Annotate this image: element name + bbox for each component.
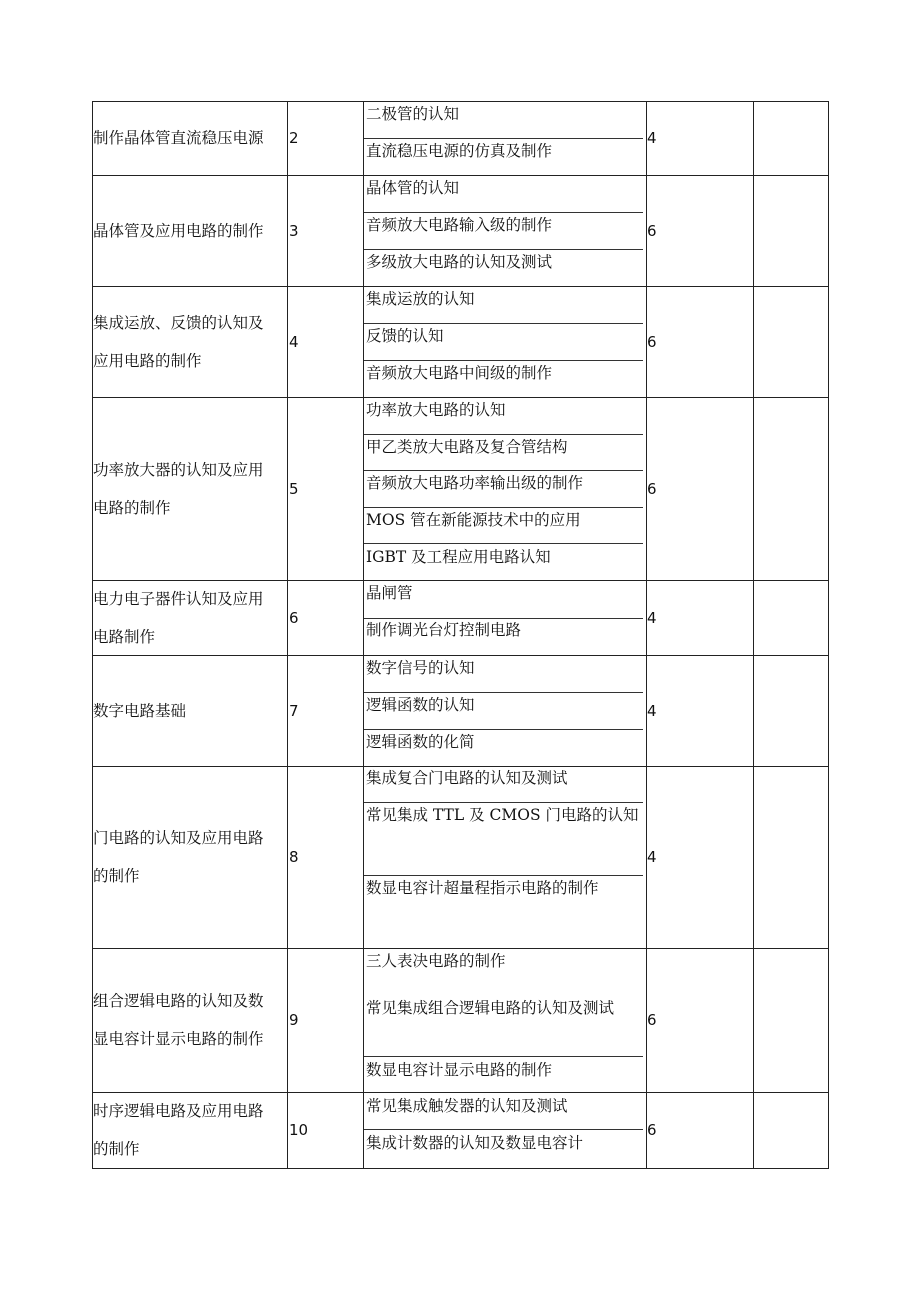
course-name: 数字电路基础 <box>93 701 187 720</box>
course-name: 集成运放、反馈的认知及 <box>93 313 264 332</box>
unit-number: 10 <box>289 1121 309 1139</box>
course-name: 门电路的认知及应用电路 <box>93 829 264 847</box>
topic-divider <box>364 507 643 508</box>
topic-item: 常见集成触发器的认知及测试 <box>366 1097 568 1115</box>
topic-divider <box>364 434 643 435</box>
row-border <box>92 175 829 176</box>
topic-item: 数显电容计超量程指示电路的制作 <box>366 879 599 897</box>
topic-item: 音频放大电路输入级的制作 <box>366 216 553 234</box>
unit-number: 4 <box>289 332 299 351</box>
unit-number: 9 <box>289 1011 299 1029</box>
row-border <box>92 397 829 398</box>
topic-divider <box>364 138 643 139</box>
row-border <box>92 1168 829 1169</box>
topic-divider <box>364 470 643 471</box>
course-name: 的制作 <box>93 867 140 885</box>
course-name: 时序逻辑电路及应用电路 <box>93 1102 264 1120</box>
topic-divider <box>364 212 643 213</box>
hours-value: 6 <box>647 221 657 240</box>
course-name: 晶体管及应用电路的制作 <box>93 221 264 240</box>
topic-divider <box>364 360 643 361</box>
hours-value: 4 <box>647 129 657 147</box>
topic-item: 二极管的认知 <box>366 105 460 123</box>
topic-item: 音频放大电路功率输出级的制作 <box>366 474 584 492</box>
topic-item: 数字信号的认知 <box>366 659 475 677</box>
topic-item: 晶闸管 <box>366 584 413 602</box>
topic-item: 集成复合门电路的认知及测试 <box>366 769 568 787</box>
hours-value: 6 <box>647 332 657 351</box>
course-name: 电路的制作 <box>93 498 171 517</box>
topic-item: 多级放大电路的认知及测试 <box>366 253 553 271</box>
topic-item: 逻辑函数的化简 <box>366 733 475 751</box>
column-border <box>828 101 829 1169</box>
course-name: 显电容计显示电路的制作 <box>93 1030 264 1048</box>
row-border <box>92 948 829 949</box>
topic-item: 制作调光台灯控制电路 <box>366 621 522 639</box>
row-border <box>92 766 829 767</box>
course-name: 组合逻辑电路的认知及数 <box>93 992 264 1010</box>
hours-value: 6 <box>647 1011 657 1029</box>
topic-item: 逻辑函数的认知 <box>366 696 475 714</box>
hours-value: 4 <box>647 848 657 866</box>
unit-number: 7 <box>289 701 299 720</box>
unit-number: 8 <box>289 848 299 866</box>
unit-number: 5 <box>289 479 299 498</box>
topic-item: 音频放大电路中间级的制作 <box>366 364 553 382</box>
topic-item: 集成计数器的认知及数显电容计 <box>366 1134 584 1152</box>
topic-item: MOS 管在新能源技术中的应用 <box>366 511 581 529</box>
topic-item: 甲乙类放大电路及复合管结构 <box>366 438 568 456</box>
unit-number: 3 <box>289 221 299 240</box>
column-border <box>646 101 647 1169</box>
unit-number: 2 <box>289 129 299 147</box>
course-name: 电力电子器件认知及应用 <box>93 589 264 608</box>
topic-item: 反馈的认知 <box>366 327 444 345</box>
unit-number: 6 <box>289 608 299 627</box>
topic-item: 常见集成 TTL 及 CMOS 门电路的认知 <box>366 806 639 824</box>
topic-item: 数显电容计显示电路的制作 <box>366 1061 553 1079</box>
topic-divider <box>364 1056 643 1057</box>
row-border <box>92 286 829 287</box>
topic-item: IGBT 及工程应用电路认知 <box>366 548 551 566</box>
hours-value: 4 <box>647 701 657 720</box>
topic-divider <box>364 692 643 693</box>
course-name: 功率放大器的认知及应用 <box>93 460 264 479</box>
hours-value: 6 <box>647 479 657 498</box>
topic-item: 直流稳压电源的仿真及制作 <box>366 142 553 160</box>
hours-value: 6 <box>647 1121 657 1139</box>
topic-item: 常见集成组合逻辑电路的认知及测试 <box>366 999 615 1017</box>
column-border <box>753 101 754 1169</box>
topic-divider <box>364 249 643 250</box>
topic-divider <box>364 729 643 730</box>
topic-divider <box>364 323 643 324</box>
topic-divider <box>364 618 643 619</box>
topic-item: 晶体管的认知 <box>366 179 460 197</box>
course-name: 应用电路的制作 <box>93 351 202 370</box>
course-name: 电路制作 <box>93 627 156 646</box>
topic-item: 功率放大电路的认知 <box>366 401 506 419</box>
course-name: 的制作 <box>93 1140 140 1158</box>
hours-value: 4 <box>647 608 657 627</box>
topic-item: 集成运放的认知 <box>366 290 475 308</box>
course-name: 制作晶体管直流稳压电源 <box>93 129 264 147</box>
topic-divider <box>364 1129 643 1130</box>
topic-divider <box>364 543 643 544</box>
topic-item: 三人表决电路的制作 <box>366 952 506 970</box>
row-border <box>92 101 829 102</box>
column-border <box>363 101 364 1169</box>
